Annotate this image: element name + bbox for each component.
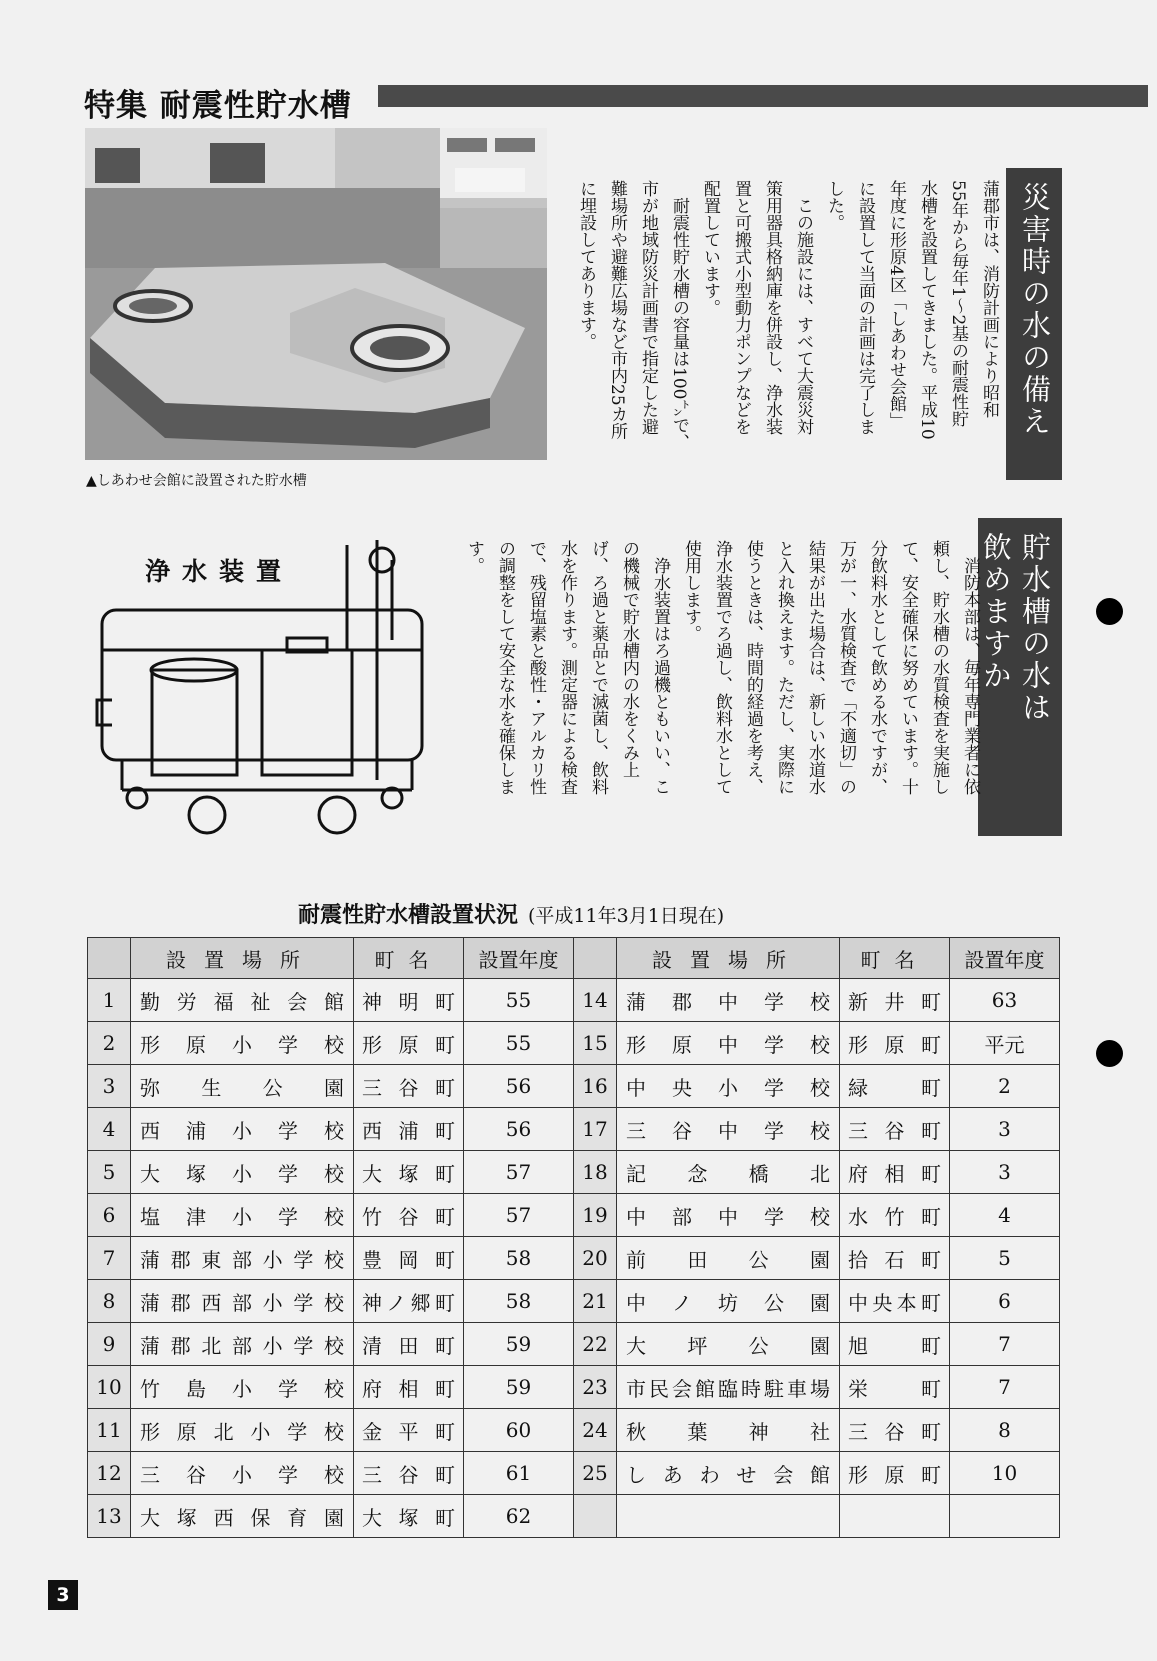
cell-town: 神ノ郷町 [354, 1280, 464, 1323]
cell-town: 大塚町 [354, 1151, 464, 1194]
table-row [88, 1280, 1060, 1323]
table-row [88, 1409, 1060, 1452]
cell-year: 7 [950, 1366, 1060, 1409]
cell-place: 蒲郡中学校 [617, 979, 840, 1022]
section-heading-disaster-water: 災害時の水の備え [1006, 168, 1062, 480]
table-header-row [88, 938, 1060, 979]
cell-year: 57 [464, 1194, 574, 1237]
cell-year: 6 [950, 1280, 1060, 1323]
cell-no: 3 [88, 1065, 131, 1108]
table-row [88, 1065, 1060, 1108]
cell-no: 6 [88, 1194, 131, 1237]
table-subtitle: (平成11年3月1日現在) [528, 905, 725, 927]
cell-town: 竹谷町 [354, 1194, 464, 1237]
page-number: 3 [48, 1580, 78, 1610]
table-row [88, 1237, 1060, 1280]
cell-place: 西浦小学校 [131, 1108, 354, 1151]
photo-caption: ▲しあわせ会館に設置された貯水槽 [86, 473, 307, 489]
cell-no: 13 [88, 1495, 131, 1538]
cell-place: 勤労福祉会館 [131, 979, 354, 1022]
header-no-right [574, 938, 617, 979]
page-title: 特集 耐震性貯水槽 [84, 88, 352, 124]
title-rule [378, 85, 1148, 107]
table-body [88, 979, 1060, 1538]
cell-no: 2 [88, 1022, 131, 1065]
cell-year: 8 [950, 1409, 1060, 1452]
cell-no: 16 [574, 1065, 617, 1108]
cell-year [950, 1495, 1060, 1538]
cell-no: 24 [574, 1409, 617, 1452]
cell-place: 形原北小学校 [131, 1409, 354, 1452]
cell-year: 63 [950, 979, 1060, 1022]
cell-no: 15 [574, 1022, 617, 1065]
binding-hole-mark [1096, 1040, 1123, 1067]
cell-town: 三谷町 [840, 1409, 950, 1452]
cell-year: 56 [464, 1108, 574, 1151]
table-title [298, 898, 724, 929]
header-town-left: 町名 [354, 938, 464, 979]
cell-town: 清田町 [354, 1323, 464, 1366]
cell-year: 59 [464, 1323, 574, 1366]
cell-no: 17 [574, 1108, 617, 1151]
cell-place: 蒲郡東部小学校 [131, 1237, 354, 1280]
cell-town: 形原町 [840, 1022, 950, 1065]
cell-town: 西浦町 [354, 1108, 464, 1151]
cell-year: 10 [950, 1452, 1060, 1495]
cell-year: 59 [464, 1366, 574, 1409]
cell-town: 形原町 [840, 1452, 950, 1495]
cell-no: 14 [574, 979, 617, 1022]
installation-table [87, 937, 1060, 1538]
cell-no: 11 [88, 1409, 131, 1452]
cell-no: 9 [88, 1323, 131, 1366]
table-row [88, 1366, 1060, 1409]
cell-town: 緑町 [840, 1065, 950, 1108]
cell-place [617, 1495, 840, 1538]
cell-no: 19 [574, 1194, 617, 1237]
cell-town [840, 1495, 950, 1538]
cell-place: 三谷中学校 [617, 1108, 840, 1151]
cell-no: 23 [574, 1366, 617, 1409]
cell-year: 58 [464, 1280, 574, 1323]
cell-place: しあわせ会館 [617, 1452, 840, 1495]
cell-town: 水竹町 [840, 1194, 950, 1237]
cell-place: 形原中学校 [617, 1022, 840, 1065]
binding-hole-mark [1096, 598, 1123, 625]
cell-place: 大塚西保育園 [131, 1495, 354, 1538]
header-year-right: 設置年度 [950, 938, 1060, 979]
cell-town: 拾石町 [840, 1237, 950, 1280]
cell-town: 府相町 [840, 1151, 950, 1194]
cell-place: 市民会館臨時駐車場 [617, 1366, 840, 1409]
cell-town: 府相町 [354, 1366, 464, 1409]
cell-town: 新井町 [840, 979, 950, 1022]
cell-town: 三谷町 [840, 1108, 950, 1151]
header-year-left: 設置年度 [464, 938, 574, 979]
section-heading-drinkable: 貯水槽の水は 飲めますか [978, 518, 1062, 836]
cell-year: 60 [464, 1409, 574, 1452]
cell-place: 大塚小学校 [131, 1151, 354, 1194]
cell-place: 中部中学校 [617, 1194, 840, 1237]
cell-town: 栄町 [840, 1366, 950, 1409]
cell-no: 21 [574, 1280, 617, 1323]
cell-year: 3 [950, 1108, 1060, 1151]
table-row [88, 1452, 1060, 1495]
cell-place: 形原小学校 [131, 1022, 354, 1065]
cell-year: 61 [464, 1452, 574, 1495]
cell-town: 形原町 [354, 1022, 464, 1065]
cell-year: 4 [950, 1194, 1060, 1237]
cell-year: 55 [464, 979, 574, 1022]
table-row [88, 979, 1060, 1022]
header-no-left [88, 938, 131, 979]
cell-year: 57 [464, 1151, 574, 1194]
cell-year: 62 [464, 1495, 574, 1538]
cell-no: 8 [88, 1280, 131, 1323]
cell-no: 10 [88, 1366, 131, 1409]
cell-place: 大坪公園 [617, 1323, 840, 1366]
cell-no: 7 [88, 1237, 131, 1280]
cell-place: 三谷小学校 [131, 1452, 354, 1495]
cell-year: 58 [464, 1237, 574, 1280]
cell-town: 三谷町 [354, 1065, 464, 1108]
cell-place: 蒲郡西部小学校 [131, 1280, 354, 1323]
cell-no: 4 [88, 1108, 131, 1151]
cell-place: 記念橋北 [617, 1151, 840, 1194]
cell-town: 大塚町 [354, 1495, 464, 1538]
device-label: 浄水装置 [145, 557, 294, 586]
table-row [88, 1495, 1060, 1538]
cell-no: 1 [88, 979, 131, 1022]
cell-place: 前田公園 [617, 1237, 840, 1280]
table-title-text: 耐震性貯水槽設置状況 [298, 903, 519, 928]
cell-place: 塩津小学校 [131, 1194, 354, 1237]
table-row [88, 1022, 1060, 1065]
section-body-disaster-water: 蒲郡市は、消防計画により昭和 55年から毎年1～2基の耐震性貯 水槽を設置してきました。平成10 年度に形原4区「しあわせ会館」 に設置して当面の計画は完了しま した。 この施設には、すべて大震災対 策用器具格納庫を併設し、浄水装 置と可搬式小型動力ポンプなどを 配置しています。 耐震性貯水槽の容量は100㌧で、 市が地域防災計画書で指定した避 難場所や避難広場など市内25カ所 に埋設してあります。 [576, 180, 999, 451]
cell-town: 金平町 [354, 1409, 464, 1452]
cell-no [574, 1495, 617, 1538]
header-place-left: 設置場所 [131, 938, 354, 979]
cell-town: 旭町 [840, 1323, 950, 1366]
cell-year: 平元 [950, 1022, 1060, 1065]
cell-place: 竹島小学校 [131, 1366, 354, 1409]
cell-no: 12 [88, 1452, 131, 1495]
cell-no: 18 [574, 1151, 617, 1194]
table-row [88, 1194, 1060, 1237]
cell-place: 蒲郡北部小学校 [131, 1323, 354, 1366]
cell-place: 秋葉神社 [617, 1409, 840, 1452]
cell-year: 56 [464, 1065, 574, 1108]
table-row [88, 1323, 1060, 1366]
table-row [88, 1151, 1060, 1194]
header-town-right: 町名 [840, 938, 950, 979]
cell-place: 中央小学校 [617, 1065, 840, 1108]
table-row [88, 1108, 1060, 1151]
cell-place: 中ノ坊公園 [617, 1280, 840, 1323]
cell-no: 20 [574, 1237, 617, 1280]
header-place-right: 設置場所 [617, 938, 840, 979]
cell-year: 3 [950, 1151, 1060, 1194]
section-body-drinkable: 消防本部は、毎年専門業者に依 頼し、貯水槽の水質検査を実施し て、安全確保に努めています。十 分飲料水として飲める水ですが、 万が一、水質検査で「不適切」の 結果が出た場合は、新しい水道水 と入れ換えます。ただし、実際に 使うときは、時間的経過を考え、 浄水装置でろ過し、飲料水として 使用します。 浄水装置はろ過機ともいい、こ の機械で貯水槽内の水をくみ上 げ、ろ過と薬品とで滅菌し、飲料 水を作ります。測定器による検査 で、残留塩素と酸性・アルカリ性 の調整をして安全な水を確保しま す。 [464, 540, 980, 795]
cell-year: 55 [464, 1022, 574, 1065]
cell-no: 22 [574, 1323, 617, 1366]
cell-no: 5 [88, 1151, 131, 1194]
cell-year: 5 [950, 1237, 1060, 1280]
cell-place: 弥生公園 [131, 1065, 354, 1108]
water-tank-photo [85, 128, 547, 460]
cell-no: 25 [574, 1452, 617, 1495]
cell-year: 2 [950, 1065, 1060, 1108]
cell-town: 三谷町 [354, 1452, 464, 1495]
cell-town: 中央本町 [840, 1280, 950, 1323]
cell-town: 豊岡町 [354, 1237, 464, 1280]
cell-year: 7 [950, 1323, 1060, 1366]
cell-town: 神明町 [354, 979, 464, 1022]
